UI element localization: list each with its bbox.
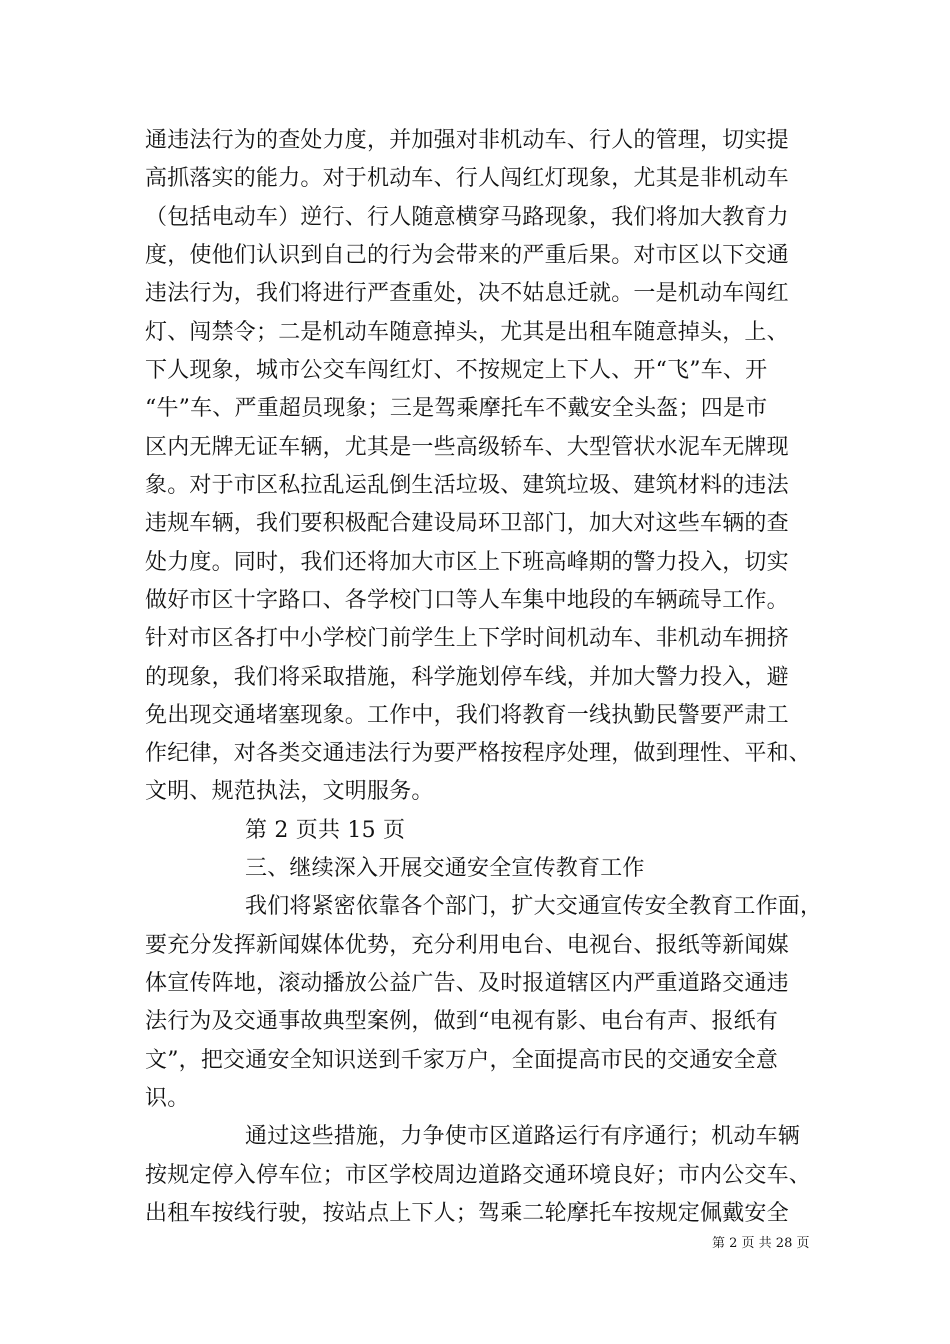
body-text-line: 做好市区十字路口、各学校门口等人车集中地段的车辆疏导工作。 — [145, 588, 789, 613]
body-text-line: 我们将紧密依靠各个部门，扩大交通宣传安全教育工作面， — [245, 894, 823, 919]
body-text-line: 文明、规范执法，文明服务。 — [145, 779, 434, 804]
section-heading: 三、继续深入开展交通安全宣传教育工作 — [245, 856, 645, 881]
body-text-line: 要充分发挥新闻媒体优势，充分利用电台、电视台、报纸等新闻媒 — [145, 933, 789, 958]
body-text-line: 法行为及交通事故典型案例，做到“电视有影、电台有声、报纸有 — [145, 1009, 779, 1034]
body-text-line: 区内无牌无证车辆，尤其是一些高级轿车、大型管状水泥车无牌现 — [145, 435, 789, 460]
page-footer: 第 2 页 共 28 页 — [712, 1236, 810, 1251]
body-text-line: 度，使他们认识到自己的行为会带来的严重后果。对市区以下交通 — [145, 243, 789, 268]
body-text-line: 体宣传阵地，滚动播放公益广告、及时报道辖区内严重道路交通违 — [145, 971, 789, 996]
body-text-line: 文”，把交通安全知识送到千家万户，全面提高市民的交通安全意 — [145, 1048, 779, 1073]
body-text-line: 通违法行为的查处力度，并加强对非机动车、行人的管理，切实提 — [145, 128, 789, 153]
body-text-line: 免出现交通堵塞现象。工作中，我们将教育一线执勤民警要严肃工 — [145, 703, 789, 728]
body-text-line: 按规定停入停车位；市区学校周边道路交通环境良好；市内公交车、 — [145, 1163, 812, 1188]
body-text-line: （包括电动车）逆行、行人随意横穿马路现象，我们将加大教育力 — [145, 205, 789, 230]
body-text-line: 灯、闯禁令；二是机动车随意掉头，尤其是出租车随意掉头，上、 — [145, 320, 789, 345]
body-text-line: 下人现象，城市公交车闯红灯、不按规定上下人、开“飞”车、开 — [145, 358, 768, 383]
body-text-line: 作纪律，对各类交通违法行为要严格按程序处理，做到理性、平和、 — [145, 741, 812, 766]
body-text-line: 处力度。同时，我们还将加大市区上下班高峰期的警力投入，切实 — [145, 550, 789, 575]
body-text-line: 针对市区各打中小学校门前学生上下学时间机动车、非机动车拥挤 — [145, 626, 789, 651]
body-text-line: 象。对于市区私拉乱运乱倒生活垃圾、建筑垃圾、建筑材料的违法 — [145, 473, 789, 498]
body-text-line: 违规车辆，我们要积极配合建设局环卫部门，加大对这些车辆的查 — [145, 511, 789, 536]
body-text-line: 高抓落实的能力。对于机动车、行人闯红灯现象，尤其是非机动车 — [145, 166, 789, 191]
body-text-line: 的现象，我们将采取措施，科学施划停车线，并加大警力投入，避 — [145, 665, 789, 690]
body-text-line: “牛”车、严重超员现象；三是驾乘摩托车不戴安全头盔；四是市 — [145, 396, 768, 421]
body-text-line: 通过这些措施，力争使市区道路运行有序通行；机动车辆 — [245, 1124, 801, 1149]
body-text-line: 出租车按线行驶，按站点上下人；驾乘二轮摩托车按规定佩戴安全 — [145, 1201, 789, 1226]
inline-page-marker: 第 2 页共 15 页 — [245, 818, 406, 843]
body-text-line: 违法行为，我们将进行严查重处，决不姑息迁就。一是机动车闯红 — [145, 281, 789, 306]
body-text-line: 识。 — [145, 1086, 190, 1111]
